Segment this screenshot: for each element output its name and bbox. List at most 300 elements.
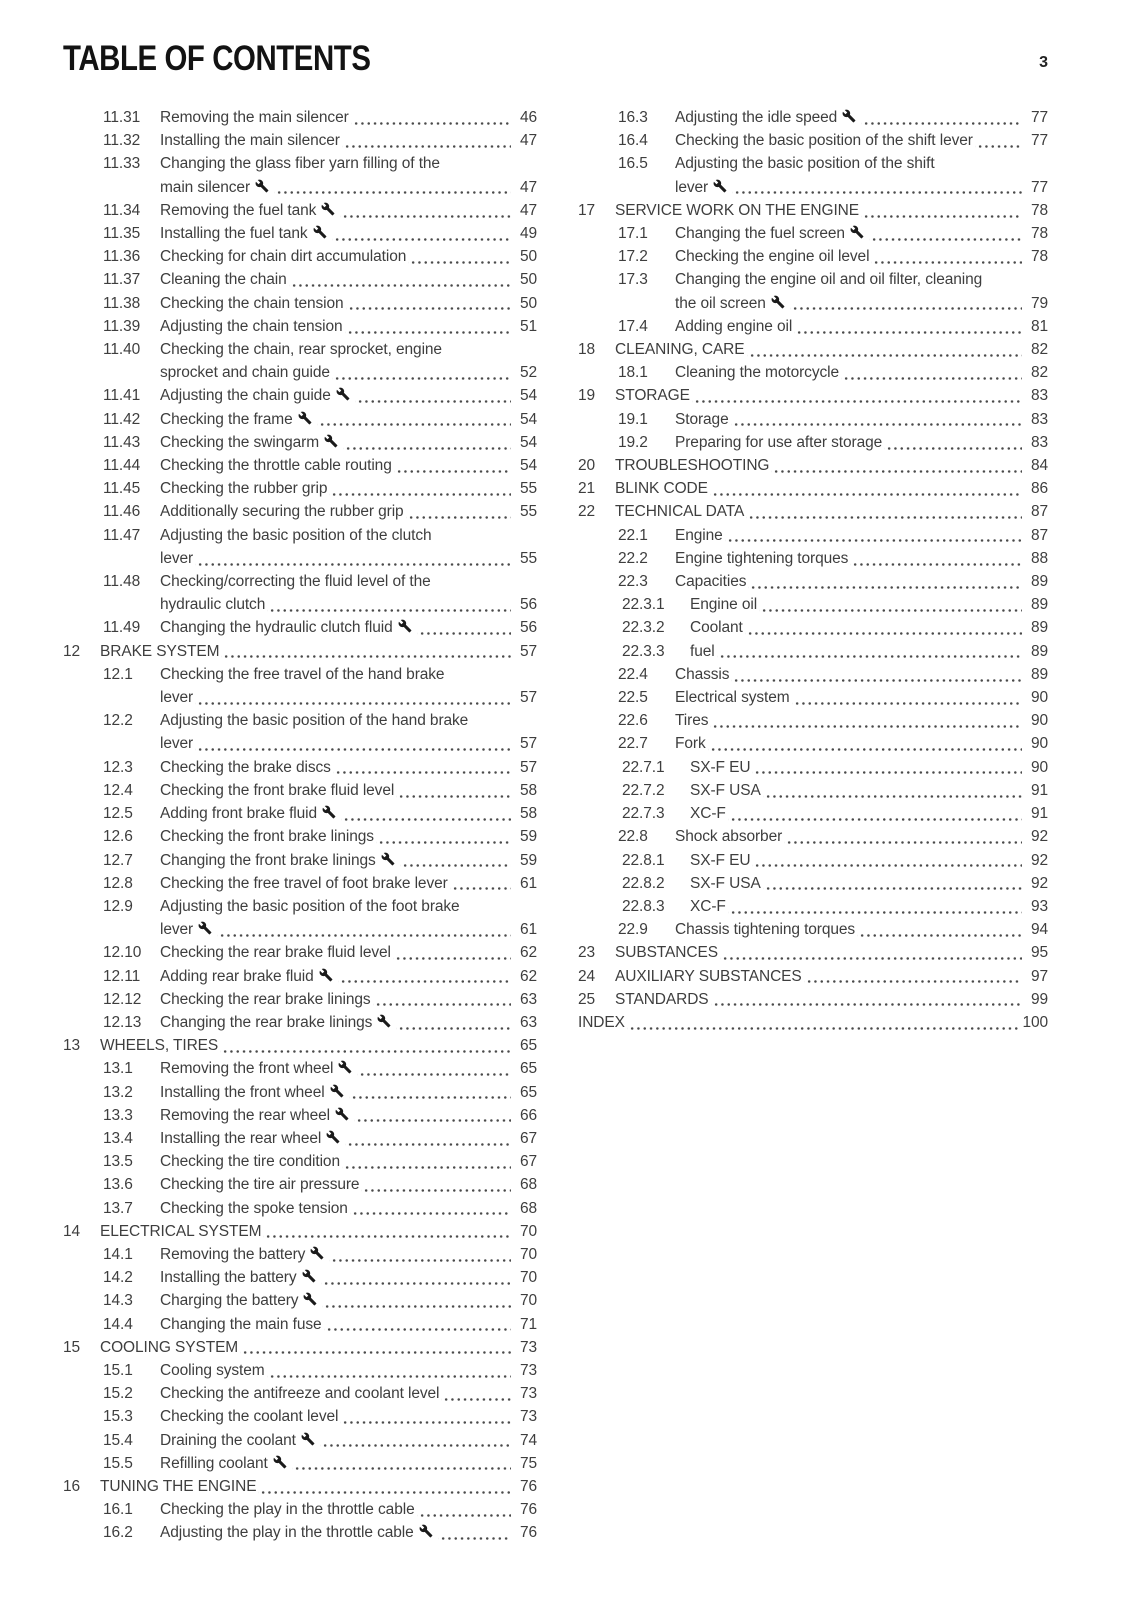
- toc-entry-title: Checking the brake discs: [160, 758, 331, 776]
- toc-entry-number: 12.1: [103, 665, 133, 683]
- toc-entry-content: [160, 709, 537, 755]
- toc-entry-title: Changing the main fuse: [160, 1315, 322, 1333]
- dot-leader: [748, 570, 1022, 593]
- dot-leader: [333, 756, 511, 779]
- dot-leader: [728, 895, 1022, 918]
- toc-entry-lastline: [615, 384, 1048, 407]
- toc-entry-title: Checking the antifreeze and coolant level: [160, 1385, 440, 1403]
- toc-entry-content: [160, 338, 537, 384]
- toc-entry-page: 46: [519, 109, 537, 126]
- dot-leader: [731, 408, 1022, 431]
- toc-entry-content: [160, 1104, 537, 1127]
- dot-leader: [332, 222, 511, 245]
- toc-entry-page: 70: [519, 1292, 537, 1310]
- dot-leader: [332, 361, 511, 384]
- toc-column-left: [63, 106, 537, 1545]
- toc-entry-title: Preparing for use after storage: [675, 433, 883, 451]
- toc-entry-number: 11.38: [103, 294, 141, 312]
- toc-entry: [63, 1057, 537, 1080]
- toc-entry-title: SUBSTANCES: [615, 944, 718, 962]
- toc-entry-lastline: [160, 268, 537, 291]
- toc-entry-lastline: [615, 338, 1048, 361]
- toc-entry-page: 91: [1030, 781, 1048, 799]
- toc-entry-number: 11.36: [103, 248, 141, 266]
- wrench-icon: [850, 225, 864, 239]
- toc-entry: [63, 663, 537, 709]
- toc-entry-content: [160, 315, 537, 338]
- toc-entry-page: 52: [519, 364, 537, 382]
- toc-entry-lastline: [675, 686, 1048, 709]
- dot-leader: [373, 988, 511, 1011]
- dot-leader: [324, 1313, 511, 1336]
- toc-entry: [63, 268, 537, 291]
- toc-entry-page: 73: [519, 1361, 537, 1379]
- toc-entry: [63, 1104, 537, 1127]
- toc-entry-number: 22: [578, 503, 596, 521]
- toc-entry-number: 16.4: [618, 132, 648, 150]
- toc-entry-number: 12.10: [103, 944, 142, 962]
- toc-entry: [63, 872, 537, 895]
- toc-entry-number: 15.5: [103, 1454, 133, 1472]
- toc-entry-lastline: [690, 640, 1048, 663]
- toc-entry-lastline: [160, 779, 537, 802]
- toc-entry-page: 68: [519, 1199, 537, 1217]
- toc-entry-number: 12.12: [103, 990, 142, 1008]
- wrench-icon: [377, 1014, 391, 1028]
- dot-leader: [394, 454, 511, 477]
- toc-entry-content: [160, 663, 537, 709]
- toc-entry: [578, 616, 1048, 639]
- dot-leader: [747, 338, 1022, 361]
- wrench-icon: [398, 619, 412, 633]
- wrench-icon: [313, 225, 327, 239]
- dot-leader: [794, 315, 1022, 338]
- dot-leader: [345, 315, 511, 338]
- toc-entry-title: BLINK CODE: [615, 480, 708, 498]
- wrench-icon: [310, 1246, 324, 1260]
- toc-entry-title: Changing the rear brake linings: [160, 1013, 373, 1031]
- toc-entry-lastline: [615, 988, 1048, 1011]
- toc-entry-title: Checking the rear brake fluid level: [160, 944, 391, 962]
- dot-leader: [869, 222, 1022, 245]
- toc-entry-content: [160, 849, 537, 872]
- toc-entry-lastline: [615, 477, 1048, 500]
- toc-entry-title-wrap: Checking/correcting the fluid level of the: [160, 573, 431, 591]
- dot-leader: [361, 1173, 511, 1196]
- toc-entry-lastline: [160, 802, 537, 825]
- dot-leader: [343, 431, 511, 454]
- wrench-icon: [842, 109, 856, 123]
- toc-entry-page: 78: [1030, 201, 1048, 219]
- toc-entry-page: 51: [519, 317, 537, 335]
- dot-leader: [357, 1057, 511, 1080]
- toc-entry: [578, 918, 1048, 941]
- toc-entry-number: 11.35: [103, 225, 141, 243]
- wrench-icon: [713, 179, 727, 193]
- toc-entry-page: 77: [1030, 178, 1048, 196]
- toc-entry-number: 22.8.2: [622, 874, 665, 892]
- toc-entry-title: ELECTRICAL SYSTEM: [100, 1222, 262, 1240]
- toc-entry-number: 19.1: [618, 410, 648, 428]
- toc-entry: [63, 1498, 537, 1521]
- toc-entry-title: TUNING THE ENGINE: [100, 1477, 257, 1495]
- toc-entry-number: 13.1: [103, 1060, 133, 1078]
- toc-entry-page: 82: [1030, 364, 1048, 382]
- toc-entry: [63, 500, 537, 523]
- dot-leader: [692, 384, 1022, 407]
- toc-entry-page: 61: [519, 921, 537, 939]
- toc-entry-title: Checking the engine oil level: [675, 248, 870, 266]
- toc-entry-lastline: [100, 640, 537, 663]
- toc-entry-lastline: [160, 408, 537, 431]
- toc-entry-content: [160, 1313, 537, 1336]
- toc-entry-title: TROUBLESHOOTING: [615, 457, 770, 475]
- toc-entry: [63, 245, 537, 268]
- dot-leader: [240, 1336, 511, 1359]
- toc-entry-page: 86: [1030, 480, 1048, 498]
- toc-entry: [578, 315, 1048, 338]
- toc-entry: [578, 222, 1048, 245]
- toc-entry-page: 95: [1030, 944, 1048, 962]
- toc-entry: [578, 872, 1048, 895]
- toc-entry-page: 73: [519, 1408, 537, 1426]
- dot-leader: [195, 547, 511, 570]
- toc-entry-content: [615, 454, 1048, 477]
- toc-entry: [63, 1220, 537, 1243]
- toc-entry-lastline: [160, 686, 537, 709]
- toc-entry-content: [675, 709, 1048, 732]
- toc-entry-number: 22.3.1: [622, 596, 665, 614]
- toc-entry-number: 16.5: [618, 155, 648, 173]
- toc-entry-number: 16.1: [103, 1501, 133, 1519]
- toc-entry-page: 54: [519, 387, 537, 405]
- dot-leader: [349, 1081, 511, 1104]
- toc-entry-content: [675, 825, 1048, 848]
- toc-entry-page: 83: [1030, 387, 1048, 405]
- toc-entry: [578, 965, 1048, 988]
- toc-entry-page: 59: [519, 828, 537, 846]
- toc-entry-page: 65: [519, 1037, 537, 1055]
- toc-entry-page: 49: [519, 225, 537, 243]
- toc-entry-title: Shock absorber: [675, 828, 783, 846]
- toc-entry-lastline: [160, 245, 537, 268]
- toc-entry-number: 17.1: [618, 225, 648, 243]
- toc-entry-title: Checking the rear brake linings: [160, 990, 371, 1008]
- toc-entry-lastline: [160, 176, 537, 199]
- toc-entry: [63, 315, 537, 338]
- toc-entry: [63, 408, 537, 431]
- toc-entry-lastline: [675, 663, 1048, 686]
- toc-entry: [63, 1475, 537, 1498]
- toc-entry-number: 12.6: [103, 828, 133, 846]
- toc-entry-title: Checking the basic position of the shift lever: [675, 132, 973, 150]
- toc-entry: [63, 199, 537, 222]
- dot-leader: [720, 941, 1022, 964]
- toc-entry-lastline: [615, 965, 1048, 988]
- toc-entry-content: [160, 199, 537, 222]
- toc-entry-page: 63: [519, 1013, 537, 1031]
- toc-entry-number: 12: [63, 642, 81, 660]
- wrench-icon: [303, 1292, 317, 1306]
- toc-entry: [63, 825, 537, 848]
- toc-entry-number: 11.41: [103, 387, 141, 405]
- toc-entry-page: 65: [519, 1083, 537, 1101]
- toc-entry-page: 50: [519, 271, 537, 289]
- toc-entry-title: CLEANING, CARE: [615, 341, 745, 359]
- toc-entry-number: 11.40: [103, 341, 141, 359]
- toc-entry-number: 22.7.2: [622, 781, 665, 799]
- toc-entry-page: 50: [519, 248, 537, 266]
- toc-entry-number: 11.43: [103, 433, 141, 451]
- toc-entry-number: 22.6: [618, 712, 648, 730]
- toc-entry: [578, 802, 1048, 825]
- toc-entry-page: 100: [1022, 1013, 1048, 1031]
- toc-entry-number: 16.2: [103, 1524, 133, 1542]
- toc-entry-lastline: [160, 1057, 537, 1080]
- toc-entry: [578, 524, 1048, 547]
- toc-entry-title: Removing the rear wheel: [160, 1106, 331, 1124]
- toc-entry-lastline: [690, 756, 1048, 779]
- toc-entry-content: [690, 802, 1048, 825]
- toc-entry: [63, 338, 537, 384]
- toc-entry-content: [160, 1266, 537, 1289]
- toc-entry-content: [690, 872, 1048, 895]
- toc-entry: [63, 1521, 537, 1544]
- toc-entry: [63, 895, 537, 941]
- wrench-icon: [319, 968, 333, 982]
- toc-entry-number: 13.2: [103, 1083, 133, 1101]
- toc-entry-page: 47: [519, 201, 537, 219]
- toc-entry-title: COOLING SYSTEM: [100, 1338, 239, 1356]
- toc-entry-lastline: [675, 129, 1048, 152]
- toc-entry-lastline: [675, 570, 1048, 593]
- toc-entry: [63, 384, 537, 407]
- toc-entry-content: [690, 849, 1048, 872]
- toc-entry-page: 94: [1030, 921, 1048, 939]
- dot-leader: [289, 268, 511, 291]
- wrench-icon: [381, 852, 395, 866]
- toc-entry-page: 97: [1030, 967, 1048, 985]
- toc-entry-lastline: [675, 524, 1048, 547]
- toc-entry: [63, 570, 537, 616]
- dot-leader: [861, 199, 1022, 222]
- toc-entry-content: [675, 663, 1048, 686]
- toc-entry-lastline: [615, 199, 1048, 222]
- dot-leader: [710, 477, 1022, 500]
- toc-entry-title: Draining the coolant: [160, 1431, 296, 1449]
- toc-entry-content: [675, 315, 1048, 338]
- dot-leader: [350, 1197, 511, 1220]
- toc-entry-lastline: [675, 732, 1048, 755]
- dot-leader: [322, 1289, 511, 1312]
- toc-entry-title: Installing the front wheel: [160, 1083, 325, 1101]
- toc-entry-title: Engine: [675, 526, 723, 544]
- toc-entry-title: Storage: [675, 410, 729, 428]
- toc-entry-content: [100, 1034, 537, 1057]
- dot-leader: [267, 593, 511, 616]
- toc-entry: [63, 477, 537, 500]
- toc-entry-lastline: [160, 1382, 537, 1405]
- toc-entry-content: [615, 477, 1048, 500]
- toc-entry-number: 22.2: [618, 549, 648, 567]
- toc-entry-page: 55: [519, 480, 537, 498]
- toc-entry-content: [160, 570, 537, 616]
- toc-entry-title: Checking the throttle cable routing: [160, 457, 392, 475]
- toc-entry-number: 13: [63, 1037, 81, 1055]
- toc-entry-page: 55: [519, 549, 537, 567]
- toc-entry: [63, 454, 537, 477]
- dot-leader: [841, 361, 1022, 384]
- dot-leader: [340, 199, 511, 222]
- dot-leader: [752, 756, 1022, 779]
- toc-entry-page: 87: [1030, 503, 1048, 521]
- toc-entry: [578, 849, 1048, 872]
- toc-entry-content: [160, 1498, 537, 1521]
- toc-entry-content: [160, 616, 537, 639]
- toc-entry-lastline: [160, 361, 537, 384]
- toc-entry-content: [160, 500, 537, 523]
- toc-entry-page: 70: [519, 1245, 537, 1263]
- toc-entry-content: [160, 292, 537, 315]
- toc-entry: [63, 988, 537, 1011]
- toc-entry: [63, 1266, 537, 1289]
- toc-entry-page: 57: [519, 642, 537, 660]
- toc-entry-title: Checking the tire condition: [160, 1153, 340, 1171]
- toc-entry-content: [160, 802, 537, 825]
- toc-entry-title: Checking the spoke tension: [160, 1199, 348, 1217]
- toc-entry-lastline: [160, 547, 537, 570]
- toc-entry: [63, 1197, 537, 1220]
- toc-entry-lastline: [160, 454, 537, 477]
- toc-entry: [578, 1011, 1048, 1034]
- dot-leader: [354, 1104, 511, 1127]
- toc-entry-title: Engine tightening torques: [675, 549, 849, 567]
- dot-leader: [711, 988, 1022, 1011]
- toc-entry-lastline: [160, 477, 537, 500]
- toc-entry-title-wrap: Changing the glass fiber yarn filling of the: [160, 155, 440, 173]
- toc-entry-content: [690, 895, 1048, 918]
- toc-entry: [63, 1034, 537, 1057]
- toc-entry: [578, 593, 1048, 616]
- toc-entry-page: 47: [519, 178, 537, 196]
- dot-leader: [850, 547, 1022, 570]
- toc-entry-title: SX-F USA: [690, 781, 761, 799]
- toc-entry-lastline: [675, 547, 1048, 570]
- wrench-icon: [338, 1060, 352, 1074]
- dot-leader: [745, 616, 1022, 639]
- toc-entry-content: [160, 1382, 537, 1405]
- wrench-icon: [322, 805, 336, 819]
- toc-entry-content: [160, 941, 537, 964]
- toc-entry-lastline: [160, 593, 537, 616]
- toc-entry-page: 73: [519, 1338, 537, 1356]
- toc-entry-title: Changing the hydraulic clutch fluid: [160, 619, 393, 637]
- toc-entry: [63, 849, 537, 872]
- toc-entry-content: [160, 477, 537, 500]
- toc-entry-lastline: [160, 1150, 537, 1173]
- toc-entry-title: Capacities: [675, 573, 747, 591]
- toc-entry-content: [160, 431, 537, 454]
- toc-entry-title: Installing the main silencer: [160, 132, 340, 150]
- dot-leader: [406, 500, 511, 523]
- toc-entry: [578, 988, 1048, 1011]
- dot-leader: [345, 1127, 511, 1150]
- dot-leader: [258, 1475, 511, 1498]
- dot-leader: [340, 1405, 511, 1428]
- dot-leader: [627, 1011, 1021, 1034]
- toc-entry-lastline: [160, 872, 537, 895]
- toc-entry-content: [675, 245, 1048, 268]
- dot-leader: [771, 454, 1022, 477]
- toc-entry-page: 89: [1030, 665, 1048, 683]
- toc-entry-lastline: [160, 616, 537, 639]
- toc-entry-page: 77: [1030, 109, 1048, 126]
- toc-entry-number: 15.1: [103, 1361, 133, 1379]
- toc-entry-lastline: [100, 1034, 537, 1057]
- toc-entry-lastline: [160, 292, 537, 315]
- toc-entry-title: Cleaning the chain: [160, 271, 287, 289]
- toc-entry-title: Changing the fuel screen: [675, 225, 845, 243]
- toc-entry: [63, 1081, 537, 1104]
- toc-entry-content: [100, 1475, 537, 1498]
- toc-entry: [578, 152, 1048, 198]
- toc-entry-number: 16: [63, 1477, 81, 1495]
- toc-entry-page: 76: [519, 1477, 537, 1495]
- toc-entry-content: [160, 524, 537, 570]
- dot-leader: [396, 1011, 511, 1034]
- toc-entry-title: the oil screen: [675, 294, 766, 312]
- toc-entry-title-wrap: Adjusting the basic position of the shift: [675, 155, 935, 173]
- toc-entry-number: 17.4: [618, 317, 648, 335]
- toc-entry-number: 11.34: [103, 201, 141, 219]
- dot-leader: [759, 593, 1022, 616]
- dot-leader: [396, 779, 511, 802]
- toc-entry-title: Checking the chain tension: [160, 294, 344, 312]
- toc-entry-number: 11.32: [103, 132, 141, 150]
- toc-entry-title: Removing the main silencer: [160, 109, 349, 126]
- toc-entry-page: 78: [1030, 225, 1048, 243]
- toc-entry: [578, 500, 1048, 523]
- toc-entry-number: 22.8: [618, 828, 648, 846]
- toc-entry-title-wrap: Adjusting the basic position of the clutch: [160, 526, 432, 544]
- wrench-icon: [335, 1107, 349, 1121]
- toc-entry-number: 11.39: [103, 317, 141, 335]
- toc-entry-content: [160, 1173, 537, 1196]
- toc-entry-title-wrap: Adjusting the basic position of the foot brake: [160, 897, 460, 915]
- toc-entry-number: 12.11: [103, 967, 141, 985]
- dot-leader: [329, 1243, 511, 1266]
- toc-entry-lastline: [160, 106, 537, 129]
- toc-entry-lastline: [160, 222, 537, 245]
- dot-leader: [731, 663, 1022, 686]
- wrench-icon: [198, 921, 212, 935]
- wrench-icon: [301, 1432, 315, 1446]
- toc-entry-number: 22.3: [618, 573, 648, 591]
- toc-entry-page: 74: [519, 1431, 537, 1449]
- dot-leader: [752, 849, 1022, 872]
- toc-entry-title: Cooling system: [160, 1361, 265, 1379]
- toc-entry-title: Checking for chain dirt accumulation: [160, 248, 407, 266]
- toc-entry-number: 20: [578, 457, 596, 475]
- dot-leader: [341, 802, 511, 825]
- toc-entry-lastline: [160, 941, 537, 964]
- toc-entry-number: 11.44: [103, 457, 141, 475]
- dot-leader: [763, 779, 1022, 802]
- wrench-icon: [336, 387, 350, 401]
- wrench-icon: [326, 1130, 340, 1144]
- toc-entry: [63, 1405, 537, 1428]
- toc-entry-lastline: [690, 872, 1048, 895]
